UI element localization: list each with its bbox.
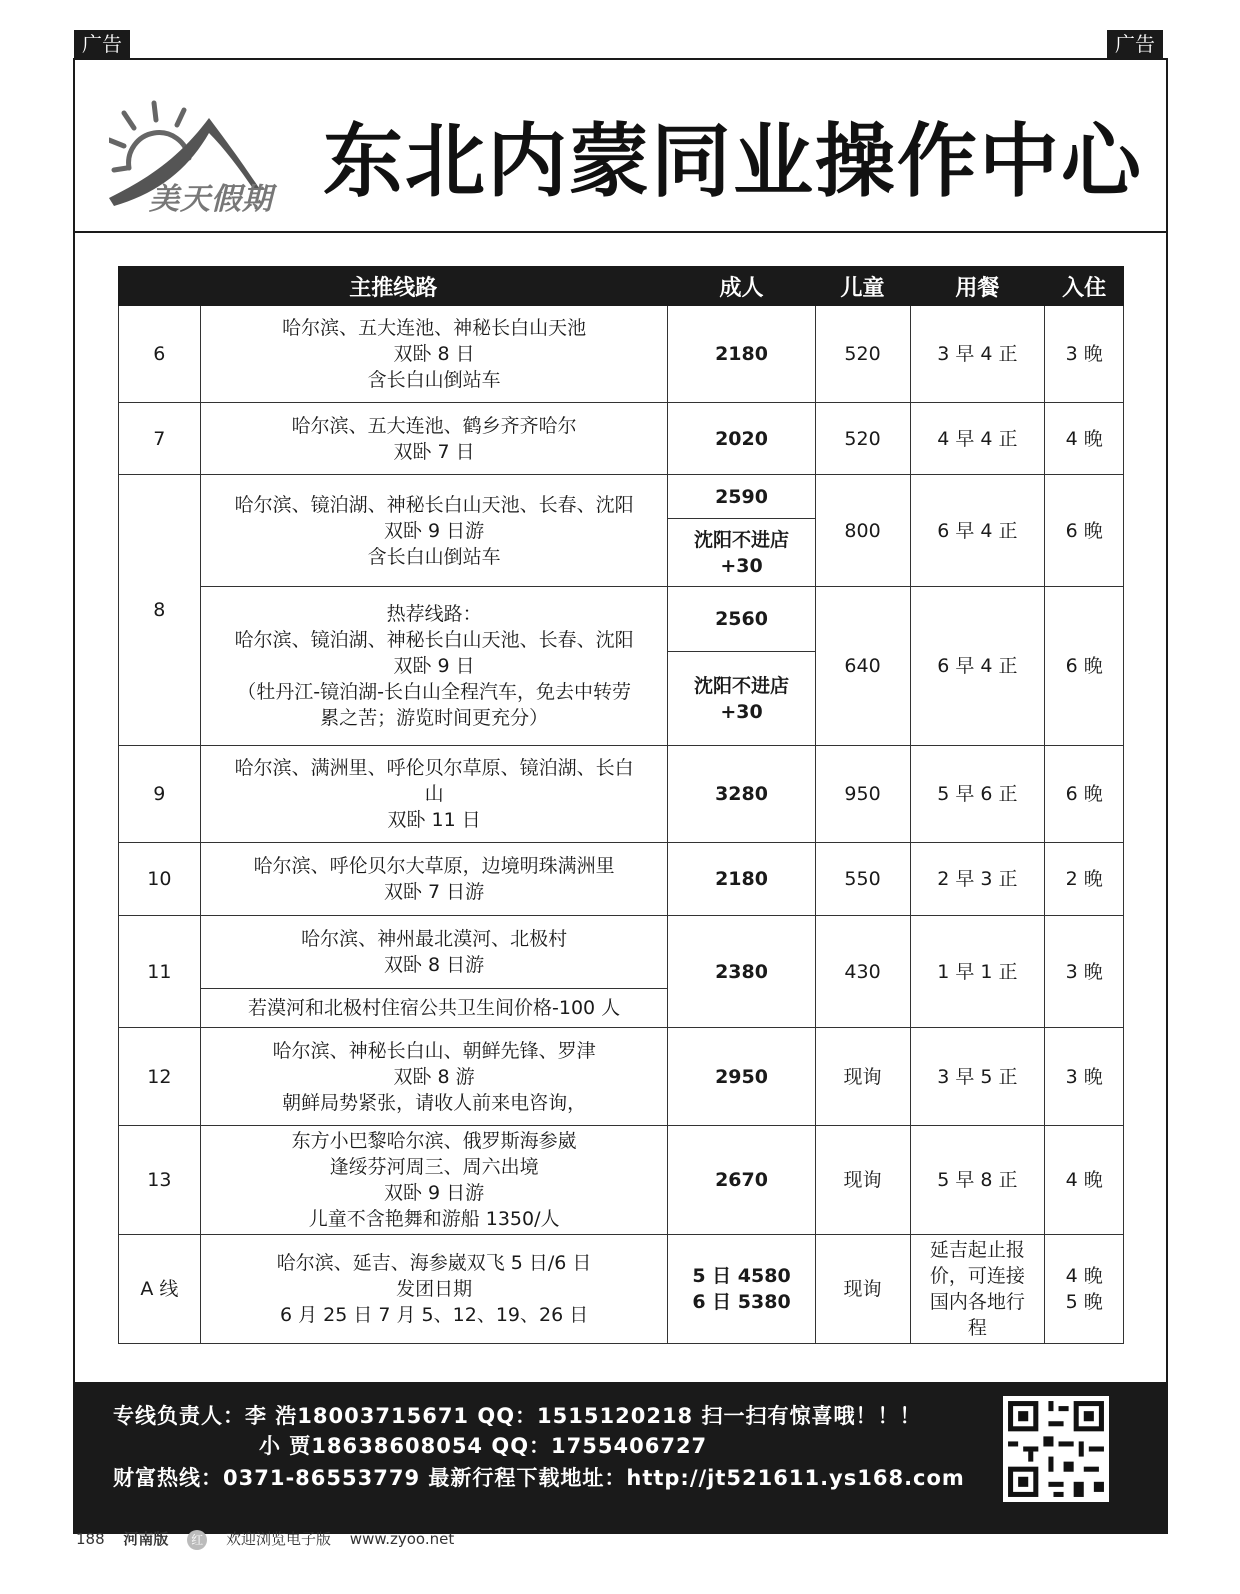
route-line: 双卧 9 日: [393, 655, 475, 677]
table-row: [119, 843, 1124, 916]
route-desc: [200, 1028, 668, 1126]
route-number: 6: [119, 306, 201, 403]
child-price: 520: [815, 403, 910, 475]
ad-label-left: 广告: [74, 30, 130, 58]
child-price: 520: [815, 306, 910, 403]
price-note-line: 沈阳不进店: [694, 528, 790, 551]
route-line: 双卧 11 日: [387, 809, 481, 831]
route-desc: [200, 1235, 668, 1344]
meals-line: 延吉起止报: [929, 1239, 1025, 1261]
route-number: 11: [119, 916, 201, 1028]
meals: [910, 1235, 1045, 1344]
child-price: 800: [815, 475, 910, 587]
child-price: 现询: [815, 1235, 910, 1344]
route-line: 哈尔滨、延吉、海参崴双飞 5 日/6 日: [276, 1252, 592, 1274]
price-note-line: 沈阳不进店: [694, 674, 790, 697]
nights-line: 5 晚: [1065, 1291, 1103, 1313]
route-line: 双卧 8 日: [393, 343, 475, 365]
logo-text: 美天假期: [149, 182, 273, 217]
qr-code-icon[interactable]: [1003, 1396, 1109, 1502]
nights: 2 晚: [1045, 843, 1124, 916]
table-row: [119, 916, 1124, 989]
route-line: 6 月 25 日 7 月 5、12、19、26 日: [279, 1304, 589, 1326]
route-line: （牡丹江-镜泊湖-长白山全程汽车，免去中转劳: [237, 681, 631, 703]
nights: 6 晚: [1045, 475, 1124, 587]
adult-price: 2560: [668, 587, 815, 652]
page-footer: [76, 1528, 468, 1550]
contact-line-3[interactable]: 财富热线：0371-86553779 最新行程下载地址：http://jt521611.ys168.com: [113, 1466, 965, 1490]
route-note: 若漠河和北极村住宿公共卫生间价格-100 人: [200, 989, 668, 1028]
route-number: A 线: [119, 1235, 201, 1344]
route-line: 哈尔滨、镜泊湖、神秘长白山天池、长春、沈阳: [234, 629, 634, 651]
nights: 6 晚: [1045, 587, 1124, 746]
route-line: 逢绥芬河周三、周六出境: [329, 1156, 539, 1178]
contact-line-1: 专线负责人：李 浩18003715671 QQ：1515120218 扫一扫有惊喜哦！！！: [113, 1404, 922, 1428]
adult-price: 2950: [668, 1028, 815, 1126]
site-link[interactable]: www.zyoo.net: [349, 1530, 455, 1548]
welcome-text: 欢迎浏览电子版: [226, 1530, 332, 1548]
route-line: 双卧 9 日游: [384, 1182, 485, 1204]
route-number: 8: [119, 475, 201, 746]
route-number: 9: [119, 746, 201, 843]
route-desc: [200, 306, 668, 403]
route-line: 热荐线路：: [386, 603, 482, 625]
route-desc: [200, 1126, 668, 1235]
child-price: 950: [815, 746, 910, 843]
adult-price: 2180: [668, 306, 815, 403]
nights: 3 晚: [1045, 916, 1124, 1028]
header-child: 儿童: [815, 267, 910, 306]
price-note: [668, 519, 815, 587]
route-line: 累之苦；游览时间更充分）: [320, 707, 549, 729]
nights: 4 晚: [1045, 403, 1124, 475]
route-line: 山: [424, 783, 444, 805]
route-number: 10: [119, 843, 201, 916]
nights: 3 晚: [1045, 1028, 1124, 1126]
contact-footer: [73, 1382, 1168, 1534]
meals: 5 早 8 正: [910, 1126, 1045, 1235]
edition-label: 河南版: [123, 1530, 169, 1548]
route-line: 含长白山倒站车: [367, 545, 501, 568]
route-line: 哈尔滨、五大连池、鹤乡齐齐哈尔: [291, 414, 577, 437]
header-route: 主推线路: [119, 267, 668, 306]
table-row: [119, 746, 1124, 843]
meals: 6 早 4 正: [910, 475, 1045, 587]
price-note: [668, 652, 815, 746]
adult-price-line: 5 日 4580: [692, 1265, 791, 1287]
child-price: 现询: [815, 1028, 910, 1126]
adult-price: 2380: [668, 916, 815, 1028]
route-line: 哈尔滨、五大连池、神秘长白山天池: [282, 317, 587, 339]
table-row: [119, 306, 1124, 403]
route-line: 双卧 7 日: [393, 440, 475, 463]
route-line: 哈尔滨、神秘长白山、朝鲜先锋、罗津: [272, 1039, 596, 1062]
price-note-line: +30: [720, 554, 763, 577]
table-row: [119, 475, 1124, 519]
meals: 5 早 6 正: [910, 746, 1045, 843]
meals-line: 价，可连接: [929, 1265, 1025, 1287]
route-desc: [200, 587, 668, 746]
route-desc: [200, 475, 668, 587]
route-desc: [200, 746, 668, 843]
table-row: [119, 1126, 1124, 1235]
child-price: 640: [815, 587, 910, 746]
route-line: 朝鲜局势紧张，请收人前来电咨询，: [282, 1091, 587, 1114]
ad-label-right: 广告: [1107, 30, 1163, 58]
route-line: 发团日期: [396, 1278, 473, 1300]
route-line: 双卧 7 日游: [384, 881, 485, 903]
meals: 4 早 4 正: [910, 403, 1045, 475]
adult-price: 2590: [668, 475, 815, 519]
header: [75, 60, 1166, 233]
meals: 2 早 3 正: [910, 843, 1045, 916]
route-desc: [200, 916, 668, 989]
route-line: 双卧 8 游: [393, 1065, 475, 1088]
route-line: 哈尔滨、镜泊湖、神秘长白山天池、长春、沈阳: [234, 493, 634, 516]
route-line: 双卧 9 日游: [384, 519, 485, 542]
table-row: [119, 403, 1124, 475]
meals: 3 早 4 正: [910, 306, 1045, 403]
route-line: 含长白山倒站车: [367, 369, 501, 391]
table-row: [119, 1028, 1124, 1126]
nights: 3 晚: [1045, 306, 1124, 403]
route-line: 哈尔滨、呼伦贝尔大草原，边境明珠满洲里: [253, 855, 615, 877]
nights: 6 晚: [1045, 746, 1124, 843]
adult-price: 2670: [668, 1126, 815, 1235]
header-adult: 成人: [668, 267, 815, 306]
route-line: 东方小巴黎哈尔滨、俄罗斯海参崴: [291, 1130, 577, 1152]
meals-line: 国内各地行: [929, 1291, 1025, 1313]
route-number: 7: [119, 403, 201, 475]
adult-price-line: 6 日 5380: [692, 1291, 791, 1313]
route-line: 哈尔滨、满洲里、呼伦贝尔草原、镜泊湖、长白: [234, 757, 634, 779]
route-line: 儿童不含艳舞和游船 1350/人: [308, 1208, 560, 1230]
table-row: [119, 587, 1124, 652]
table-header-row: [119, 267, 1124, 306]
table-row: [119, 1235, 1124, 1344]
child-price: 现询: [815, 1126, 910, 1235]
nights: [1045, 1235, 1124, 1344]
page-title: 东北内蒙同业操作中心: [323, 115, 1143, 208]
meals: 1 早 1 正: [910, 916, 1045, 1028]
contact-line-2: 小 贾18638608054 QQ：1755406727: [259, 1434, 708, 1458]
route-line: 哈尔滨、神州最北漠河、北极村: [301, 928, 568, 950]
meals-line: 程: [967, 1317, 987, 1339]
page-number: 188: [76, 1530, 105, 1548]
price-note-line: +30: [720, 700, 763, 723]
route-number: 13: [119, 1126, 201, 1235]
header-stay: 入住: [1045, 267, 1124, 306]
adult-price: 2020: [668, 403, 815, 475]
nights: 4 晚: [1045, 1126, 1124, 1235]
adult-price: 3280: [668, 746, 815, 843]
adult-price: [668, 1235, 815, 1344]
child-price: 430: [815, 916, 910, 1028]
meals: 3 早 5 正: [910, 1028, 1045, 1126]
nights-line: 4 晚: [1065, 1265, 1103, 1287]
stamp-icon: 红: [187, 1530, 207, 1550]
header-meal: 用餐: [910, 267, 1045, 306]
routes-table: [118, 266, 1124, 1344]
adult-price: 2180: [668, 843, 815, 916]
route-desc: [200, 403, 668, 475]
child-price: 550: [815, 843, 910, 916]
route-line: 双卧 8 日游: [384, 954, 485, 976]
route-number: 12: [119, 1028, 201, 1126]
meals: 6 早 4 正: [910, 587, 1045, 746]
route-desc: [200, 843, 668, 916]
